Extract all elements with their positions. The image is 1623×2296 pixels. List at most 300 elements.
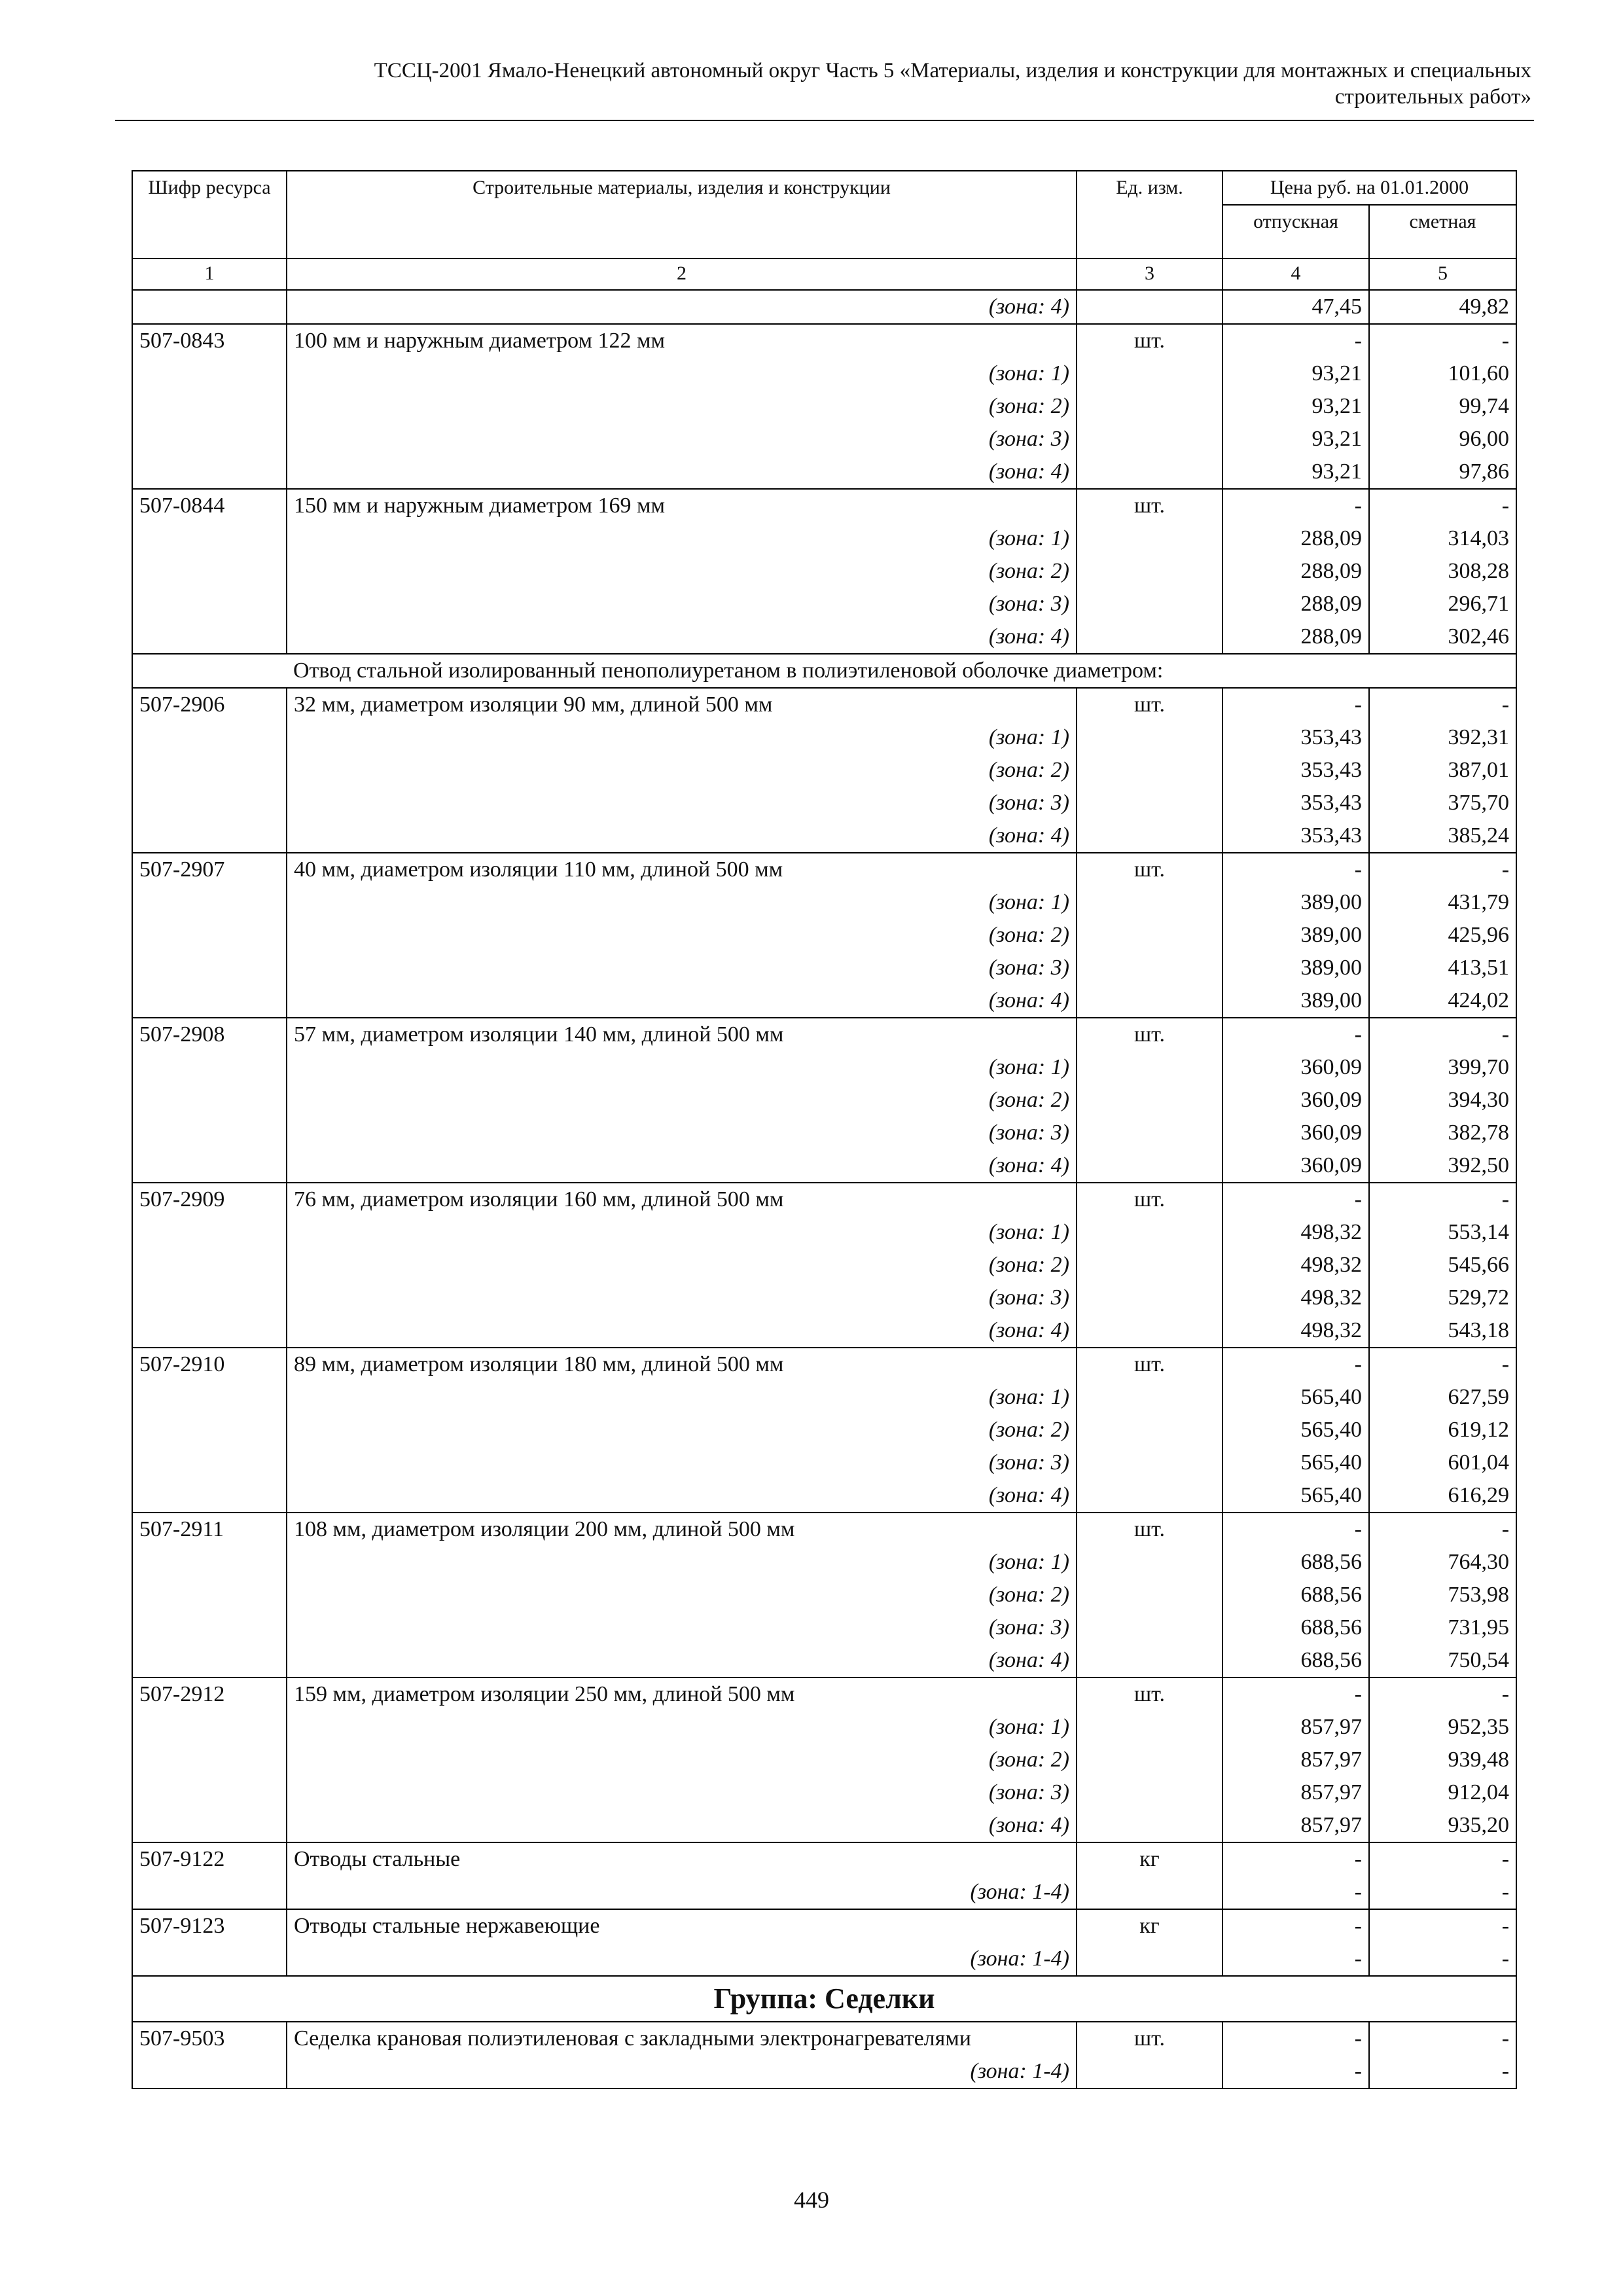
cell-code	[132, 754, 287, 787]
cell-estimate-price: -	[1369, 1348, 1516, 1381]
cell-code	[132, 1943, 287, 1976]
cell-estimate-price: 431,79	[1369, 886, 1516, 919]
col-number: 5	[1369, 259, 1516, 290]
cell-unit	[1077, 919, 1222, 952]
cell-unit: шт.	[1077, 1677, 1222, 1711]
cell-release-price: 288,09	[1222, 588, 1369, 620]
zone-row	[132, 390, 1516, 423]
table-row	[132, 324, 1516, 357]
cell-estimate-price: 394,30	[1369, 1084, 1516, 1117]
cell-unit	[1077, 984, 1222, 1018]
cell-unit	[1077, 819, 1222, 853]
table-row	[132, 1677, 1516, 1711]
cell-release-price: 498,32	[1222, 1282, 1369, 1314]
zone-row	[132, 1381, 1516, 1414]
cell-code	[132, 1117, 287, 1149]
cell-release-price: 360,09	[1222, 1117, 1369, 1149]
header-line-2: строительных работ»	[1334, 85, 1531, 109]
group-row	[132, 1976, 1516, 2022]
cell-estimate-price: 543,18	[1369, 1314, 1516, 1348]
cell-unit	[1077, 620, 1222, 654]
cell-unit	[1077, 2055, 1222, 2089]
cell-name: 159 мм, диаметром изоляции 250 мм, длиной 500 мм	[287, 1677, 1077, 1711]
cell-estimate-price: 392,50	[1369, 1149, 1516, 1183]
cell-release-price: 565,40	[1222, 1381, 1369, 1414]
cell-release-price: 353,43	[1222, 721, 1369, 754]
page-number: 449	[794, 2187, 829, 2213]
cell-zone: (зона: 3)	[287, 423, 1077, 456]
cell-unit	[1077, 1776, 1222, 1809]
cell-estimate-price: -	[1369, 324, 1516, 357]
cell-release-price: 47,45	[1222, 290, 1369, 324]
cell-estimate-price: 764,30	[1369, 1546, 1516, 1579]
cell-unit: шт.	[1077, 1018, 1222, 1051]
cell-zone: (зона: 4)	[287, 456, 1077, 489]
cell-estimate-price: 49,82	[1369, 290, 1516, 324]
zone-row	[132, 1249, 1516, 1282]
cell-unit: шт.	[1077, 1513, 1222, 1546]
cell-zone: (зона: 1)	[287, 522, 1077, 555]
cell-estimate-price: -	[1369, 1842, 1516, 1876]
col-header-code: Шифр ресурса	[132, 171, 287, 259]
header-rule	[115, 120, 1534, 121]
cell-release-price: 565,40	[1222, 1446, 1369, 1479]
cell-unit	[1077, 1611, 1222, 1644]
cell-code	[132, 423, 287, 456]
cell-zone: (зона: 4)	[287, 984, 1077, 1018]
zone-row	[132, 1282, 1516, 1314]
cell-release-price: -	[1222, 688, 1369, 721]
cell-estimate-price: -	[1369, 1943, 1516, 1976]
cell-zone: (зона: 3)	[287, 1117, 1077, 1149]
cell-release-price: 498,32	[1222, 1249, 1369, 1282]
cell-zone: (зона: 1)	[287, 886, 1077, 919]
cell-name: 40 мм, диаметром изоляции 110 мм, длиной 500 мм	[287, 853, 1077, 886]
zone-row	[132, 1314, 1516, 1348]
header-line-1: ТССЦ-2001 Ямало-Ненецкий автономный округ Часть 5 «Материалы, изделия и конструкции для монтажных и специальных	[374, 59, 1531, 82]
zone-row	[132, 886, 1516, 919]
cell-estimate-price: 425,96	[1369, 919, 1516, 952]
cell-estimate-price: 627,59	[1369, 1381, 1516, 1414]
cell-zone: (зона: 3)	[287, 1446, 1077, 1479]
zone-row	[132, 522, 1516, 555]
cell-estimate-price: 399,70	[1369, 1051, 1516, 1084]
col-number: 4	[1222, 259, 1369, 290]
cell-code	[132, 588, 287, 620]
cell-estimate-price: 302,46	[1369, 620, 1516, 654]
cell-estimate-price: 314,03	[1369, 522, 1516, 555]
cell-name: Отводы стальные нержавеющие	[287, 1909, 1077, 1943]
col-number: 1	[132, 259, 287, 290]
table-row	[132, 1183, 1516, 1216]
zone-row	[132, 952, 1516, 984]
cell-release-price: -	[1222, 1348, 1369, 1381]
cell-zone: (зона: 2)	[287, 754, 1077, 787]
cell-release-price: 353,43	[1222, 819, 1369, 853]
cell-name: 150 мм и наружным диаметром 169 мм	[287, 489, 1077, 522]
cell-estimate-price: -	[1369, 1513, 1516, 1546]
group-title: Группа: Седелки	[132, 1976, 1516, 2022]
cell-estimate-price: 387,01	[1369, 754, 1516, 787]
zone-row	[132, 555, 1516, 588]
col-number: 3	[1077, 259, 1222, 290]
cell-estimate-price: -	[1369, 1876, 1516, 1909]
cell-unit	[1077, 1546, 1222, 1579]
cell-code	[132, 787, 287, 819]
cell-unit	[1077, 1943, 1222, 1976]
cell-code: 507-2909	[132, 1183, 287, 1216]
cell-code	[132, 1282, 287, 1314]
cell-release-price: 93,21	[1222, 357, 1369, 390]
cell-unit	[1077, 1381, 1222, 1414]
resource-price-table	[132, 170, 1517, 2089]
cell-code	[132, 1381, 287, 1414]
cell-estimate-price: 424,02	[1369, 984, 1516, 1018]
cell-unit	[1077, 1644, 1222, 1677]
cell-code	[132, 1809, 287, 1842]
zone-row	[132, 1149, 1516, 1183]
cell-estimate-price: 385,24	[1369, 819, 1516, 853]
section-title: Отвод стальной изолированный пенополиуретаном в полиэтиленовой оболочке диаметром:	[287, 654, 1516, 688]
cell-release-price: 857,97	[1222, 1809, 1369, 1842]
cell-code	[132, 984, 287, 1018]
cell-release-price: 688,56	[1222, 1546, 1369, 1579]
cell-unit: шт.	[1077, 489, 1222, 522]
cell-estimate-price: -	[1369, 688, 1516, 721]
cell-zone: (зона: 4)	[287, 1479, 1077, 1513]
table-row	[132, 1018, 1516, 1051]
cell-estimate-price: 97,86	[1369, 456, 1516, 489]
cell-estimate-price: -	[1369, 2055, 1516, 2089]
table-row	[132, 853, 1516, 886]
cell-estimate-price: -	[1369, 1909, 1516, 1943]
cell-zone: (зона: 1)	[287, 1216, 1077, 1249]
cell-zone: (зона: 4)	[287, 819, 1077, 853]
cell-unit: шт.	[1077, 1348, 1222, 1381]
cell-release-price: 498,32	[1222, 1216, 1369, 1249]
cell-code	[132, 555, 287, 588]
cell-release-price: 389,00	[1222, 919, 1369, 952]
cell-release-price: 498,32	[1222, 1314, 1369, 1348]
cell-zone: (зона: 4)	[287, 1314, 1077, 1348]
cell-release-price: 857,97	[1222, 1711, 1369, 1744]
cell-estimate-price: -	[1369, 2022, 1516, 2055]
cell-unit	[1077, 1414, 1222, 1446]
cell-estimate-price: 545,66	[1369, 1249, 1516, 1282]
table-row	[132, 1842, 1516, 1876]
cell-release-price: 688,56	[1222, 1644, 1369, 1677]
cell-unit	[1077, 1479, 1222, 1513]
cell-code	[132, 1579, 287, 1611]
cell-release-price: 93,21	[1222, 423, 1369, 456]
cell-estimate-price: 392,31	[1369, 721, 1516, 754]
cell-code	[132, 1611, 287, 1644]
cell-zone: (зона: 2)	[287, 555, 1077, 588]
cell-release-price: -	[1222, 1513, 1369, 1546]
cell-unit: шт.	[1077, 853, 1222, 886]
zone-row	[132, 1611, 1516, 1644]
zone-row	[132, 2055, 1516, 2089]
cell-unit	[1077, 1711, 1222, 1744]
cell-release-price: -	[1222, 1677, 1369, 1711]
cell-zone: (зона: 1)	[287, 1546, 1077, 1579]
cell-code	[132, 456, 287, 489]
cell-code	[132, 1744, 287, 1776]
cell-code	[132, 522, 287, 555]
cell-zone: (зона: 1-4)	[287, 1943, 1077, 1976]
cell-unit: кг	[1077, 1842, 1222, 1876]
cell-code	[132, 390, 287, 423]
cell-name: 32 мм, диаметром изоляции 90 мм, длиной 500 мм	[287, 688, 1077, 721]
cell-unit	[1077, 1809, 1222, 1842]
cell-code: 507-9123	[132, 1909, 287, 1943]
cell-zone: (зона: 4)	[287, 1644, 1077, 1677]
cell-code: 507-9503	[132, 2022, 287, 2055]
cell-code	[132, 1216, 287, 1249]
cell-code	[132, 1149, 287, 1183]
cell-code	[132, 1776, 287, 1809]
cell-zone: (зона: 2)	[287, 1249, 1077, 1282]
cell-unit: шт.	[1077, 2022, 1222, 2055]
cell-code: 507-2907	[132, 853, 287, 886]
table-body	[132, 290, 1516, 2089]
cell-zone: (зона: 2)	[287, 1744, 1077, 1776]
cell-code	[132, 1711, 287, 1744]
cell-code	[132, 1479, 287, 1513]
zone-row	[132, 1876, 1516, 1909]
zone-row	[132, 787, 1516, 819]
cell-release-price: -	[1222, 2055, 1369, 2089]
cell-estimate-price: 382,78	[1369, 1117, 1516, 1149]
cell-release-price: -	[1222, 853, 1369, 886]
cell-release-price: 93,21	[1222, 456, 1369, 489]
cell-release-price: -	[1222, 1909, 1369, 1943]
cell-unit	[1077, 1117, 1222, 1149]
cell-zone: (зона: 1)	[287, 1711, 1077, 1744]
cell-name: 100 мм и наружным диаметром 122 мм	[287, 324, 1077, 357]
cell-code	[132, 819, 287, 853]
cell-release-price: -	[1222, 1183, 1369, 1216]
cell-unit: шт.	[1077, 688, 1222, 721]
cell-estimate-price: 296,71	[1369, 588, 1516, 620]
cell-estimate-price: 413,51	[1369, 952, 1516, 984]
cell-release-price: -	[1222, 489, 1369, 522]
cell-release-price: -	[1222, 1876, 1369, 1909]
cell-unit	[1077, 1744, 1222, 1776]
zone-row	[132, 754, 1516, 787]
zone-row	[132, 1943, 1516, 1976]
cell-estimate-price: 753,98	[1369, 1579, 1516, 1611]
cell-code: 507-9122	[132, 1842, 287, 1876]
cell-code	[132, 1876, 287, 1909]
cell-zone: (зона: 2)	[287, 1084, 1077, 1117]
cell-release-price: 389,00	[1222, 952, 1369, 984]
cell-release-price: 288,09	[1222, 555, 1369, 588]
cell-release-price: 389,00	[1222, 886, 1369, 919]
cell-zone: (зона: 4)	[287, 290, 1077, 324]
col-header-estimate: сметная	[1369, 205, 1516, 259]
cell-unit	[1077, 588, 1222, 620]
zone-row	[132, 357, 1516, 390]
table-row	[132, 2022, 1516, 2055]
cell-unit	[1077, 1084, 1222, 1117]
cell-unit	[1077, 886, 1222, 919]
cell-release-price: -	[1222, 2022, 1369, 2055]
cell-estimate-price: -	[1369, 1183, 1516, 1216]
zone-row	[132, 1711, 1516, 1744]
cell-estimate-price: 935,20	[1369, 1809, 1516, 1842]
zone-row	[132, 1744, 1516, 1776]
zone-row	[132, 1546, 1516, 1579]
cell-zone: (зона: 1-4)	[287, 1876, 1077, 1909]
table-row	[132, 290, 1516, 324]
cell-unit	[1077, 390, 1222, 423]
cell-unit	[1077, 1149, 1222, 1183]
zone-row	[132, 1051, 1516, 1084]
cell-name: Отводы стальные	[287, 1842, 1077, 1876]
cell-estimate-price: 553,14	[1369, 1216, 1516, 1249]
cell-unit	[1077, 1579, 1222, 1611]
cell-code	[132, 2055, 287, 2089]
cell-code	[132, 1314, 287, 1348]
cell-zone: (зона: 2)	[287, 1414, 1077, 1446]
cell-estimate-price: 912,04	[1369, 1776, 1516, 1809]
cell-estimate-price: 619,12	[1369, 1414, 1516, 1446]
cell-unit	[1077, 1051, 1222, 1084]
cell-code	[132, 654, 287, 688]
cell-unit: шт.	[1077, 324, 1222, 357]
cell-estimate-price: 616,29	[1369, 1479, 1516, 1513]
zone-row	[132, 1644, 1516, 1677]
cell-code	[132, 1546, 287, 1579]
cell-release-price: 389,00	[1222, 984, 1369, 1018]
cell-unit	[1077, 555, 1222, 588]
cell-release-price: 288,09	[1222, 620, 1369, 654]
zone-row	[132, 1216, 1516, 1249]
cell-estimate-price: 529,72	[1369, 1282, 1516, 1314]
cell-release-price: -	[1222, 1018, 1369, 1051]
col-number: 2	[287, 259, 1077, 290]
cell-name: 89 мм, диаметром изоляции 180 мм, длиной 500 мм	[287, 1348, 1077, 1381]
cell-unit	[1077, 952, 1222, 984]
cell-estimate-price: 750,54	[1369, 1644, 1516, 1677]
cell-unit	[1077, 290, 1222, 324]
zone-row	[132, 1117, 1516, 1149]
cell-unit	[1077, 1876, 1222, 1909]
cell-release-price: 857,97	[1222, 1744, 1369, 1776]
cell-code	[132, 721, 287, 754]
cell-code	[132, 919, 287, 952]
zone-row	[132, 620, 1516, 654]
zone-row	[132, 1414, 1516, 1446]
cell-code: 507-2906	[132, 688, 287, 721]
cell-estimate-price: 96,00	[1369, 423, 1516, 456]
zone-row	[132, 721, 1516, 754]
cell-zone: (зона: 4)	[287, 1149, 1077, 1183]
zone-row	[132, 919, 1516, 952]
col-header-release: отпускная	[1222, 205, 1369, 259]
zone-row	[132, 1579, 1516, 1611]
cell-zone: (зона: 3)	[287, 787, 1077, 819]
cell-estimate-price: 99,74	[1369, 390, 1516, 423]
zone-row	[132, 984, 1516, 1018]
cell-estimate-price: 375,70	[1369, 787, 1516, 819]
cell-release-price: 360,09	[1222, 1149, 1369, 1183]
table-row	[132, 1348, 1516, 1381]
cell-code: 507-0843	[132, 324, 287, 357]
cell-zone: (зона: 4)	[287, 620, 1077, 654]
cell-release-price: 688,56	[1222, 1579, 1369, 1611]
cell-code	[132, 1051, 287, 1084]
cell-code: 507-2912	[132, 1677, 287, 1711]
cell-release-price: 353,43	[1222, 754, 1369, 787]
zone-row	[132, 1446, 1516, 1479]
cell-code	[132, 1084, 287, 1117]
cell-zone: (зона: 4)	[287, 1809, 1077, 1842]
cell-zone: (зона: 3)	[287, 588, 1077, 620]
cell-unit	[1077, 787, 1222, 819]
cell-zone: (зона: 2)	[287, 919, 1077, 952]
cell-unit: шт.	[1077, 1183, 1222, 1216]
cell-zone: (зона: 1)	[287, 357, 1077, 390]
cell-release-price: 360,09	[1222, 1084, 1369, 1117]
cell-code: 507-0844	[132, 489, 287, 522]
cell-estimate-price: 101,60	[1369, 357, 1516, 390]
cell-zone: (зона: 1)	[287, 721, 1077, 754]
cell-code	[132, 290, 287, 324]
cell-name: 76 мм, диаметром изоляции 160 мм, длиной 500 мм	[287, 1183, 1077, 1216]
cell-estimate-price: 939,48	[1369, 1744, 1516, 1776]
page-header	[115, 58, 1531, 110]
cell-code	[132, 1414, 287, 1446]
cell-zone: (зона: 3)	[287, 1611, 1077, 1644]
cell-release-price: 288,09	[1222, 522, 1369, 555]
cell-unit	[1077, 1446, 1222, 1479]
cell-estimate-price: -	[1369, 853, 1516, 886]
cell-unit	[1077, 522, 1222, 555]
cell-name: 108 мм, диаметром изоляции 200 мм, длиной 500 мм	[287, 1513, 1077, 1546]
col-header-price: Цена руб. на 01.01.2000	[1222, 171, 1516, 205]
cell-code	[132, 886, 287, 919]
cell-unit	[1077, 721, 1222, 754]
cell-unit	[1077, 1216, 1222, 1249]
cell-unit	[1077, 456, 1222, 489]
cell-release-price: 353,43	[1222, 787, 1369, 819]
cell-code	[132, 1446, 287, 1479]
cell-unit	[1077, 1249, 1222, 1282]
cell-estimate-price: 731,95	[1369, 1611, 1516, 1644]
table-row	[132, 1909, 1516, 1943]
cell-release-price: -	[1222, 1943, 1369, 1976]
cell-zone: (зона: 3)	[287, 1282, 1077, 1314]
cell-estimate-price: 601,04	[1369, 1446, 1516, 1479]
cell-name: Седелка крановая полиэтиленовая с закладными электронагревателями	[287, 2022, 1077, 2055]
table-row	[132, 1513, 1516, 1546]
cell-zone: (зона: 2)	[287, 1579, 1077, 1611]
cell-release-price: 857,97	[1222, 1776, 1369, 1809]
zone-row	[132, 588, 1516, 620]
cell-unit	[1077, 1314, 1222, 1348]
zone-row	[132, 1084, 1516, 1117]
cell-unit	[1077, 1282, 1222, 1314]
cell-code: 507-2911	[132, 1513, 287, 1546]
cell-zone: (зона: 1-4)	[287, 2055, 1077, 2089]
cell-code	[132, 357, 287, 390]
cell-release-price: 688,56	[1222, 1611, 1369, 1644]
cell-code: 507-2908	[132, 1018, 287, 1051]
cell-release-price: 360,09	[1222, 1051, 1369, 1084]
cell-name: 57 мм, диаметром изоляции 140 мм, длиной 500 мм	[287, 1018, 1077, 1051]
